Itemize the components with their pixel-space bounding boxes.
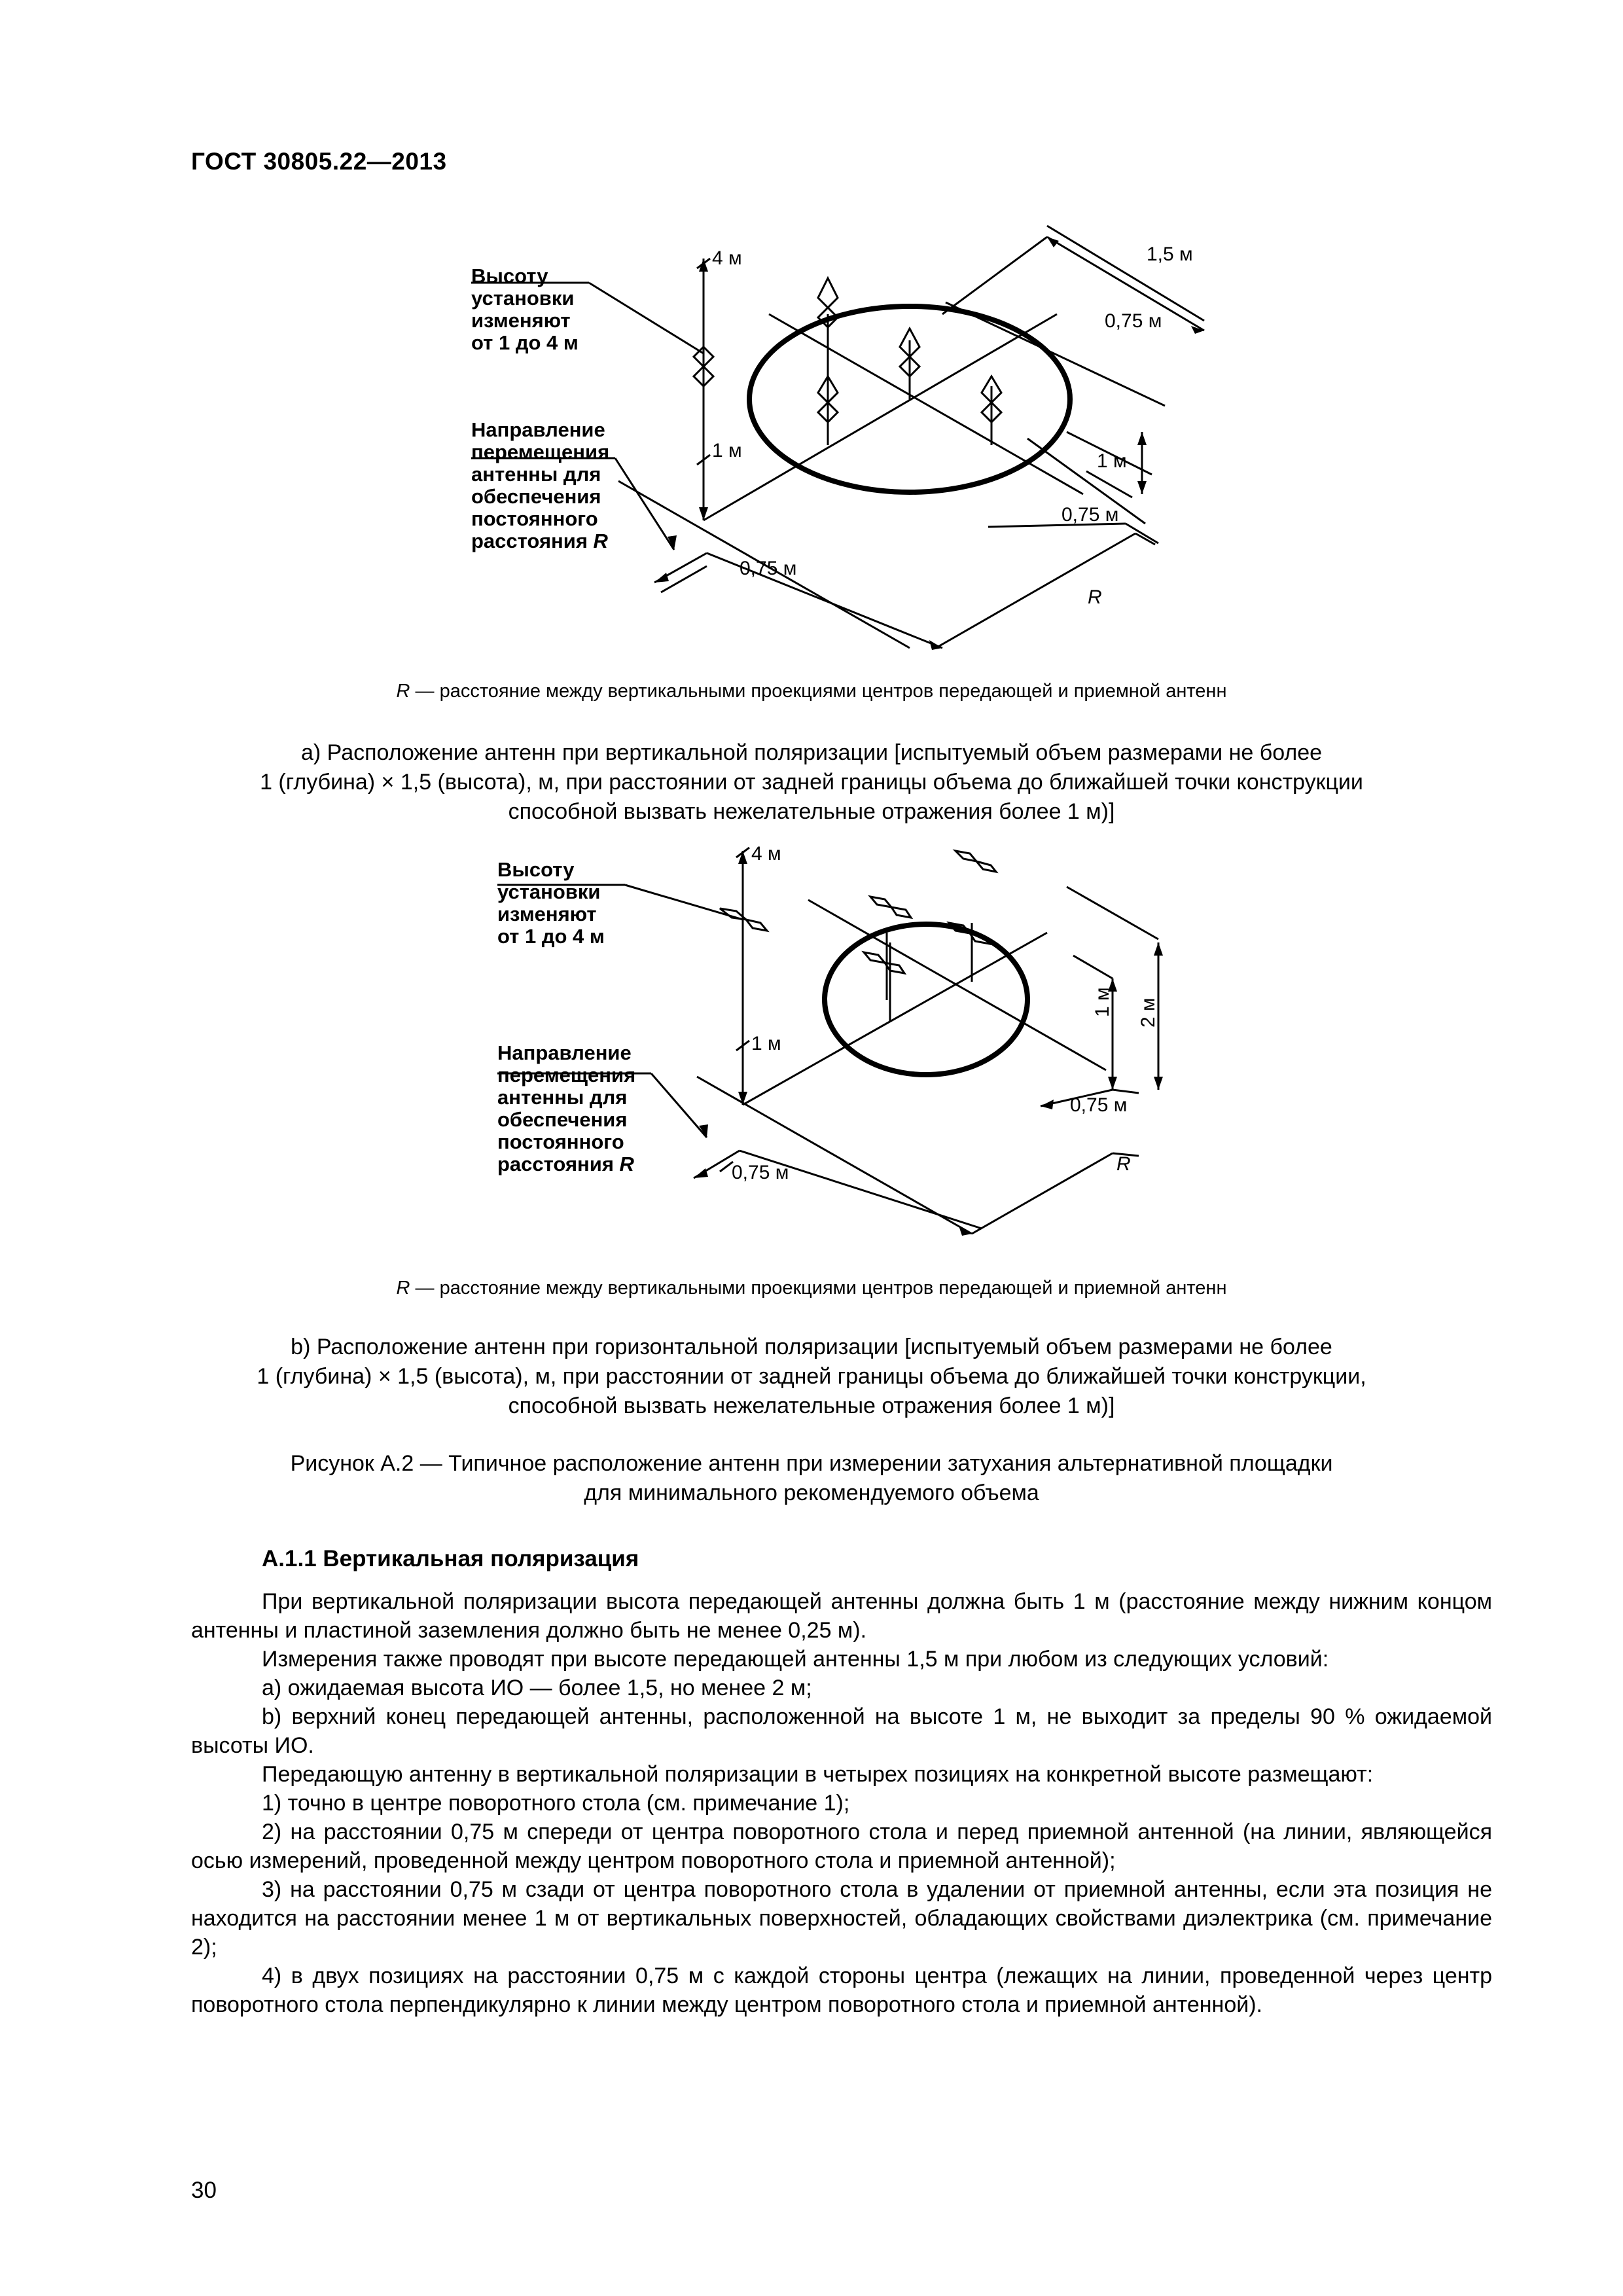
dim-1-5m: 1,5 м	[1147, 243, 1193, 265]
document-header: ГОСТ 30805.22—2013	[191, 148, 447, 175]
dim-075-right: 0,75 м	[1070, 1094, 1128, 1116]
paragraph: Измерения также проводят при высоте передающей антенны 1,5 м при любом из следующих условий:	[262, 1647, 1329, 1672]
dim-4m: 4 м	[712, 247, 742, 269]
dim-075-left: 0,75 м	[732, 1162, 789, 1183]
paragraph: При вертикальной поляризации высота передающей антенны должна быть 1 м (расстояние между нижним концом антенны и пластиной заземления должно быть не менее 0,25 м).	[191, 1589, 1492, 1643]
figure-b-caption: b) Расположение антенн при горизонтальной поляризации [испытуемый объем размерами не более 1 (глубина) × 1,5 (высота), м, при расстоянии от задней границы объема до ближайшей точки конструкции, способной вызвать нежелательные отражения более 1 м)]	[257, 1335, 1366, 1418]
figure-b-diagram	[0, 831, 1623, 1289]
dim-1m-right: 1 м	[1097, 450, 1127, 472]
dim-1m-mast: 1 м	[712, 440, 742, 461]
paragraph: 3) на расстоянии 0,75 м сзади от центра поворотного стола в удалении от приемной антенны, если эта позиция не находится на расстоянии менее 1 м от вертикальных поверхностей, обладающих свойствами диэлектрика (см. примечание 2);	[191, 1877, 1492, 1960]
figure-a-diagram	[0, 0, 1623, 694]
section-heading: А.1.1 Вертикальная поляризация	[262, 1546, 639, 1571]
paragraph: а) ожидаемая высота ИО — более 1,5, но менее 2 м;	[262, 1676, 812, 1700]
figure-a-caption: а) Расположение антенн при вертикальной поляризации [испытуемый объем размерами не более 1 (глубина) × 1,5 (высота), м, при расстоянии от задней границы объема до ближайшей точки конструкции способной вызвать нежелательные отражения более 1 м)]	[260, 740, 1363, 824]
direction-label: Направление перемещения антенны для обеспечения постоянного расстояния R	[497, 1041, 636, 1175]
height-label: Высоту установки изменяют от 1 до 4 м	[497, 858, 605, 948]
paragraph: b) верхний конец передающей антенны, расположенной на высоте 1 м, не выходит за пределы 90 % ожидаемой высоты ИО.	[191, 1704, 1492, 1758]
figure-title: Рисунок А.2 — Типичное расположение антенн при измерении затухания альтернативной площадки для минимального рекомендуемого объема	[290, 1451, 1333, 1505]
paragraph: 4) в двух позициях на расстоянии 0,75 м с каждой стороны центра (лежащих на линии, проведенной через центр поворотного стола перпендикулярно к линии между центром поворотного стола и приемной антенной).	[191, 1964, 1492, 2017]
dim-4m: 4 м	[751, 843, 781, 865]
dim-075-top: 0,75 м	[1105, 310, 1162, 332]
paragraph: 2) на расстоянии 0,75 м спереди от центра поворотного стола и перед приемной антенной (на линии, являющейся осью измерений, проведенной между центром поворотного стола и приемной антенной);	[191, 1820, 1492, 1873]
height-label: Высоту установки изменяют от 1 до 4 м	[471, 264, 579, 354]
dim-075-left: 0,75 м	[740, 558, 797, 579]
dim-2m-vert: 2 м	[1137, 997, 1159, 1028]
dim-1m-vert: 1 м	[1092, 987, 1113, 1017]
direction-label: Направление перемещения антенны для обеспечения постоянного расстояния R	[471, 418, 610, 552]
figure-a-legend: R — расстояние между вертикальными проекциями центров передающей и приемной антенн	[396, 681, 1227, 702]
dim-075-right: 0,75 м	[1061, 504, 1119, 526]
dim-r: R	[1088, 586, 1102, 608]
figure-b-legend: R — расстояние между вертикальными проекциями центров передающей и приемной антенн	[396, 1278, 1227, 1299]
paragraph: Передающую антенну в вертикальной поляризации в четырех позициях на конкретной высоте размещают:	[262, 1762, 1374, 1787]
dim-r: R	[1116, 1153, 1131, 1175]
dim-1m-mast: 1 м	[751, 1033, 781, 1054]
paragraph: 1) точно в центре поворотного стола (см. примечание 1);	[262, 1791, 850, 1816]
body-text	[191, 1587, 1492, 2019]
page-number: 30	[191, 2178, 217, 2203]
